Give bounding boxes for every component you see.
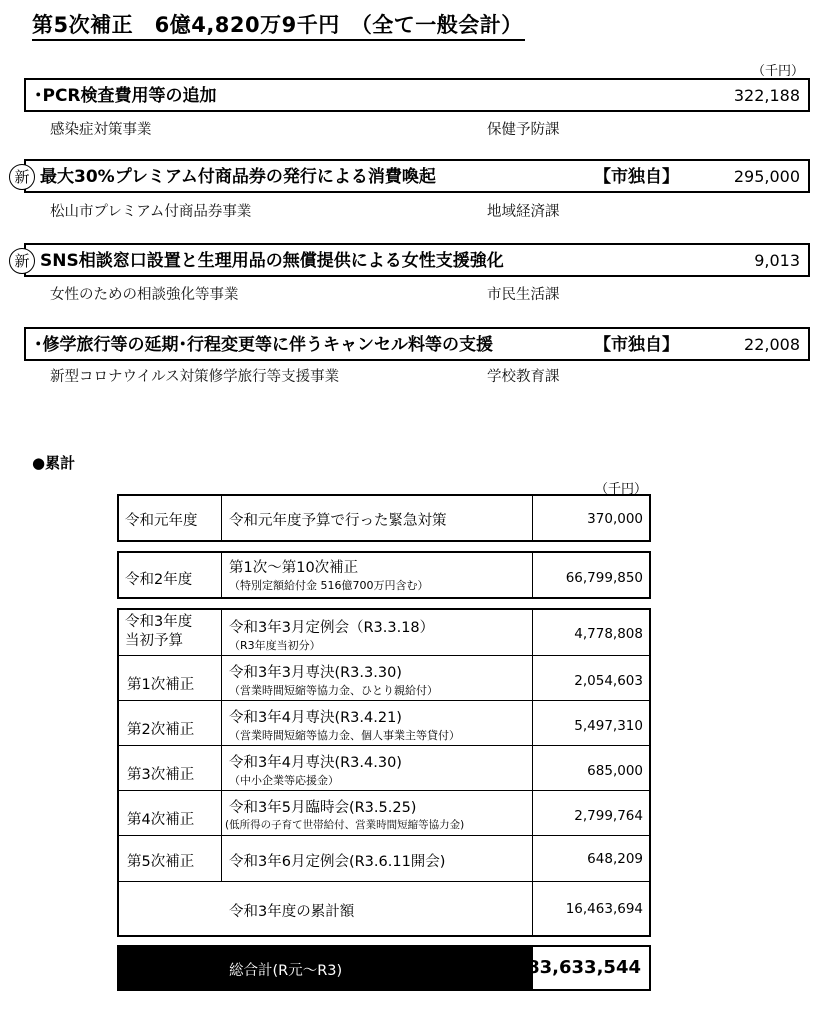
row-description: 令和元年度予算で行った緊急対策 xyxy=(229,513,447,529)
cumulative-unit-label: （千円） xyxy=(595,482,648,497)
row-description: 令和3年4月専決(R3.4.30) xyxy=(229,755,402,771)
row-label: 令和2年度 xyxy=(125,572,193,588)
r3-total-label: 令和3年度の累計額 xyxy=(229,904,355,920)
row-subdescription: （営業時間短縮等協力金、個人事業主等貸付） xyxy=(229,729,460,742)
table-reiwa-1 xyxy=(117,494,651,542)
budget-item-women-support xyxy=(24,243,810,277)
row-amount: 685,000 xyxy=(587,763,643,779)
grand-total-amount: 83,633,544 xyxy=(527,957,641,978)
row-label: 第1次補正 xyxy=(127,677,195,693)
item-department: 地域経済課 xyxy=(487,204,560,220)
row-description: 令和3年6月定例会(R3.6.11開会) xyxy=(229,854,446,870)
item-title: ･修学旅行等の延期･行程変更等に伴うキャンセル料等の支援 xyxy=(34,335,493,355)
table-reiwa-3 xyxy=(117,608,651,937)
item-project: 松山市プレミアム付商品券事業 xyxy=(50,204,252,220)
row-subdescription: （営業時間短縮等協力金、ひとり親給付） xyxy=(229,684,438,697)
item-tag: 【市独自】 xyxy=(594,167,679,187)
row-amount: 2,799,764 xyxy=(574,808,643,824)
item-amount: 22,008 xyxy=(744,335,800,354)
row-label: 令和元年度 xyxy=(125,513,198,529)
grand-total-label: 総合計(R元～R3) xyxy=(229,963,343,979)
row-label: 第2次補正 xyxy=(127,722,195,738)
row-subdescription: （特別定額給付金 516億700万円含む） xyxy=(229,579,429,592)
new-badge-icon: 新 xyxy=(9,248,35,274)
row-amount: 66,799,850 xyxy=(565,570,643,586)
row-subdescription: （R3年度当初分） xyxy=(229,639,321,652)
item-department: 学校教育課 xyxy=(487,369,560,385)
row-amount: 2,054,603 xyxy=(574,673,643,689)
row-description: 令和3年3月専決(R3.3.30) xyxy=(229,665,402,681)
item-project: 感染症対策事業 xyxy=(50,122,152,138)
row-label: 令和3年度 当初予算 xyxy=(125,614,193,649)
item-amount: 295,000 xyxy=(733,167,800,186)
row-description: 第1次～第10次補正 xyxy=(229,560,359,576)
row-description: 令和3年3月定例会（R3.3.18） xyxy=(229,620,435,636)
r3-total-amount: 16,463,694 xyxy=(565,901,643,917)
row-subdescription: (低所得の子育て世帯給付、営業時間短縮等協力金) xyxy=(225,819,465,831)
item-amount: 322,188 xyxy=(733,86,800,105)
item-title: ･PCR検査費用等の追加 xyxy=(34,86,217,106)
budget-item-school-trip xyxy=(24,327,810,361)
item-project: 女性のための相談強化等事業 xyxy=(50,287,239,303)
row-amount: 5,497,310 xyxy=(574,718,643,734)
row-label: 第4次補正 xyxy=(127,812,195,828)
item-department: 保健予防課 xyxy=(487,122,560,138)
item-department: 市民生活課 xyxy=(487,287,560,303)
page-title: 第5次補正 6億4,820万9千円 （全て一般会計） xyxy=(32,11,525,41)
budget-item-premium-voucher xyxy=(24,159,810,193)
item-amount: 9,013 xyxy=(754,251,800,270)
new-badge-icon: 新 xyxy=(9,164,35,190)
item-tag: 【市独自】 xyxy=(594,335,679,355)
item-title: SNS相談窓口設置と生理用品の無償提供による女性支援強化 xyxy=(40,251,504,271)
item-project: 新型コロナウイルス対策修学旅行等支援事業 xyxy=(50,369,340,385)
row-description: 令和3年4月専決(R3.4.21) xyxy=(229,710,402,726)
grand-total-row xyxy=(117,945,651,991)
unit-label: （千円） xyxy=(752,64,805,79)
cumulative-heading: ●累計 xyxy=(32,454,76,472)
row-label: 第5次補正 xyxy=(127,854,195,870)
row-label: 第3次補正 xyxy=(127,767,195,783)
row-description: 令和3年5月臨時会(R3.5.25) xyxy=(229,800,417,816)
table-reiwa-2 xyxy=(117,551,651,599)
row-amount: 4,778,808 xyxy=(574,626,643,642)
row-subdescription: （中小企業等応援金） xyxy=(229,774,339,787)
row-amount: 648,209 xyxy=(587,851,643,867)
row-amount: 370,000 xyxy=(587,511,643,527)
budget-item-pcr xyxy=(24,78,810,112)
item-title: 最大30%プレミアム付商品券の発行による消費喚起 xyxy=(40,167,436,187)
